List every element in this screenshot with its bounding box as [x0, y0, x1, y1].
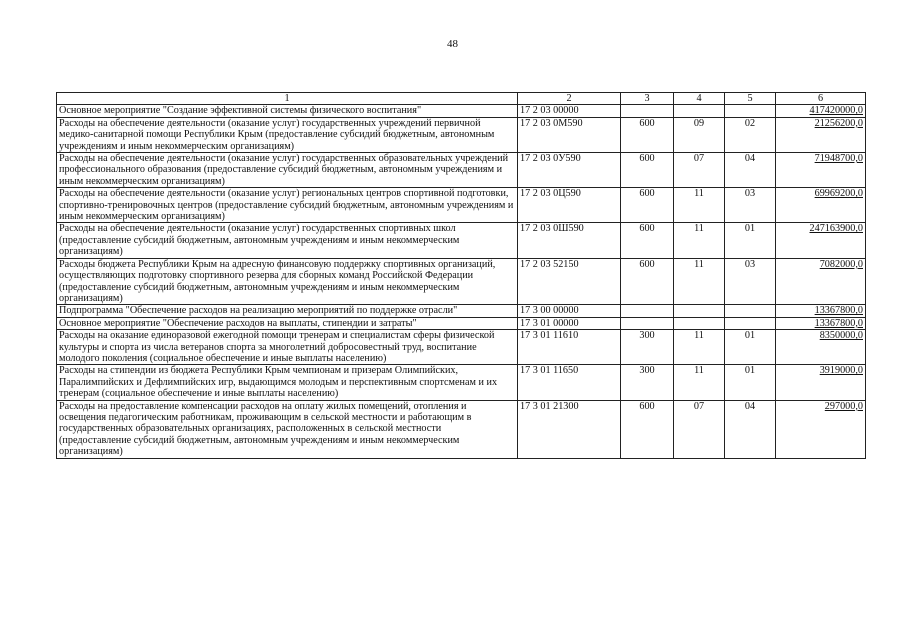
row-name: Расходы на предоставление компенсации расходов на оплату жилых помещений, отопления и освещения педагогическим работникам, проживающим в сельской местности и работающим в государственных образовательных организациях, расположенных в сельской местности (предоставление субсидий бюджетным, автономным учреждениям и иным некоммерческим организациям) — [57, 400, 518, 458]
row-code: 17 3 01 11650 — [518, 365, 621, 400]
row-vr: 300 — [621, 330, 674, 365]
row-rz: 09 — [674, 117, 725, 152]
row-pr: 03 — [725, 258, 776, 305]
table-row — [57, 105, 866, 117]
row-pr: 03 — [725, 188, 776, 223]
row-pr: 02 — [725, 117, 776, 152]
row-code: 17 2 03 0Ц590 — [518, 188, 621, 223]
column-header-name: 1 — [57, 93, 518, 105]
column-header-amount: 6 — [776, 93, 866, 105]
column-header-code: 2 — [518, 93, 621, 105]
table-row — [57, 305, 866, 317]
row-name: Расходы на оказание единоразовой ежегодной помощи тренерам и специалистам сферы физической культуры и спорта из числа ветеранов спорта за многолетний добросовестный труд, воспитание молодого поколения (социальное обеспечение и иные выплаты населению) — [57, 330, 518, 365]
row-vr — [621, 105, 674, 117]
row-vr: 600 — [621, 223, 674, 258]
row-name: Расходы на обеспечение деятельности (оказание услуг) государственных образовательных учреждений профессионального образования (предоставление субсидий бюджетным, автономным учреждениям и иным некоммерческим организациям) — [57, 153, 518, 188]
row-amount — [776, 188, 866, 223]
row-code: 17 3 00 00000 — [518, 305, 621, 317]
row-vr: 600 — [621, 400, 674, 458]
row-rz: 11 — [674, 188, 725, 223]
row-amount-value: 3919000,0 — [819, 365, 863, 377]
row-name: Расходы на стипендии из бюджета Республики Крым чемпионам и призерам Олимпийских, Паралимпийских и Дефлимпийских игр, выдающимся молодым и перспективным спортсменам и их тренерам (социальное обеспечение и иные выплаты населению) — [57, 365, 518, 400]
table-row — [57, 117, 866, 152]
table-row — [57, 258, 866, 305]
column-header-vr: 3 — [621, 93, 674, 105]
row-rz — [674, 305, 725, 317]
row-rz: 11 — [674, 258, 725, 305]
table-row — [57, 365, 866, 400]
row-name: Основное мероприятие "Обеспечение расходов на выплаты, стипендии и затраты" — [57, 317, 518, 329]
row-rz — [674, 317, 725, 329]
table-row — [57, 223, 866, 258]
row-amount — [776, 365, 866, 400]
row-vr: 600 — [621, 153, 674, 188]
row-vr — [621, 305, 674, 317]
row-rz — [674, 105, 725, 117]
table-row — [57, 188, 866, 223]
row-code: 17 3 01 11610 — [518, 330, 621, 365]
row-amount-value: 297000,0 — [824, 400, 863, 412]
row-code: 17 2 03 0М590 — [518, 117, 621, 152]
row-rz: 11 — [674, 330, 725, 365]
table-row — [57, 330, 866, 365]
table-row — [57, 400, 866, 458]
row-code: 17 2 03 0У590 — [518, 153, 621, 188]
row-pr: 01 — [725, 365, 776, 400]
row-amount — [776, 223, 866, 258]
row-amount-value: 69969200,0 — [814, 188, 863, 200]
row-pr — [725, 305, 776, 317]
row-name: Расходы на обеспечение деятельности (оказание услуг) региональных центров спортивной подготовки, спортивно-тренировочных центров (предоставление субсидий бюджетным, автономным учреждениям и иным некоммерческим организациям) — [57, 188, 518, 223]
row-name: Подпрограмма "Обеспечение расходов на реализацию мероприятий по поддержке отрасли" — [57, 305, 518, 317]
row-code: 17 2 03 52150 — [518, 258, 621, 305]
row-vr: 600 — [621, 188, 674, 223]
column-header-rz: 4 — [674, 93, 725, 105]
row-amount — [776, 400, 866, 458]
table-header-row — [57, 93, 866, 105]
row-pr: 01 — [725, 330, 776, 365]
row-amount — [776, 117, 866, 152]
row-amount — [776, 330, 866, 365]
row-code: 17 3 01 21300 — [518, 400, 621, 458]
table-row — [57, 153, 866, 188]
row-code: 17 3 01 00000 — [518, 317, 621, 329]
row-amount-value: 71948700,0 — [814, 153, 863, 165]
row-pr: 01 — [725, 223, 776, 258]
row-amount-value: 247163900,0 — [809, 223, 863, 235]
row-pr — [725, 317, 776, 329]
table-row — [57, 317, 866, 329]
row-code: 17 2 03 00000 — [518, 105, 621, 117]
row-amount-value: 8350000,0 — [819, 330, 863, 342]
row-rz: 11 — [674, 223, 725, 258]
row-vr: 600 — [621, 117, 674, 152]
row-amount-value: 417420000,0 — [809, 105, 863, 117]
row-amount-value: 13367800,0 — [814, 317, 863, 329]
row-name: Расходы бюджета Республики Крым на адресную финансовую поддержку спортивных организаций, осуществляющих подготовку спортивного резерва для сборных команд Российской Федерации (предоставление субсидий бюджетным, автономным учреждениям и иным некоммерческим организациям) — [57, 258, 518, 305]
row-amount-value: 21256200,0 — [814, 117, 863, 129]
row-code: 17 2 03 0Ш590 — [518, 223, 621, 258]
budget-table — [56, 92, 866, 459]
row-pr: 04 — [725, 400, 776, 458]
row-amount — [776, 153, 866, 188]
row-amount-value: 7082000,0 — [819, 258, 863, 270]
row-vr — [621, 317, 674, 329]
row-rz: 07 — [674, 400, 725, 458]
row-amount — [776, 105, 866, 117]
row-vr: 300 — [621, 365, 674, 400]
row-pr: 04 — [725, 153, 776, 188]
row-rz: 11 — [674, 365, 725, 400]
column-header-pr: 5 — [725, 93, 776, 105]
row-pr — [725, 105, 776, 117]
row-amount — [776, 258, 866, 305]
row-name: Основное мероприятие "Создание эффективной системы физического воспитания" — [57, 105, 518, 117]
row-amount — [776, 317, 866, 329]
row-amount — [776, 305, 866, 317]
page-number: 48 — [447, 38, 458, 50]
row-name: Расходы на обеспечение деятельности (оказание услуг) государственных учреждений первичной медико-санитарной помощи Республики Крым (предоставление субсидий бюджетным, автономным учреждениям и иным некоммерческим организациям) — [57, 117, 518, 152]
row-rz: 07 — [674, 153, 725, 188]
row-amount-value: 13367800,0 — [814, 305, 863, 317]
row-vr: 600 — [621, 258, 674, 305]
row-name: Расходы на обеспечение деятельности (оказание услуг) государственных спортивных школ (предоставление субсидий бюджетным, автономным учреждениям и иным некоммерческим организациям) — [57, 223, 518, 258]
